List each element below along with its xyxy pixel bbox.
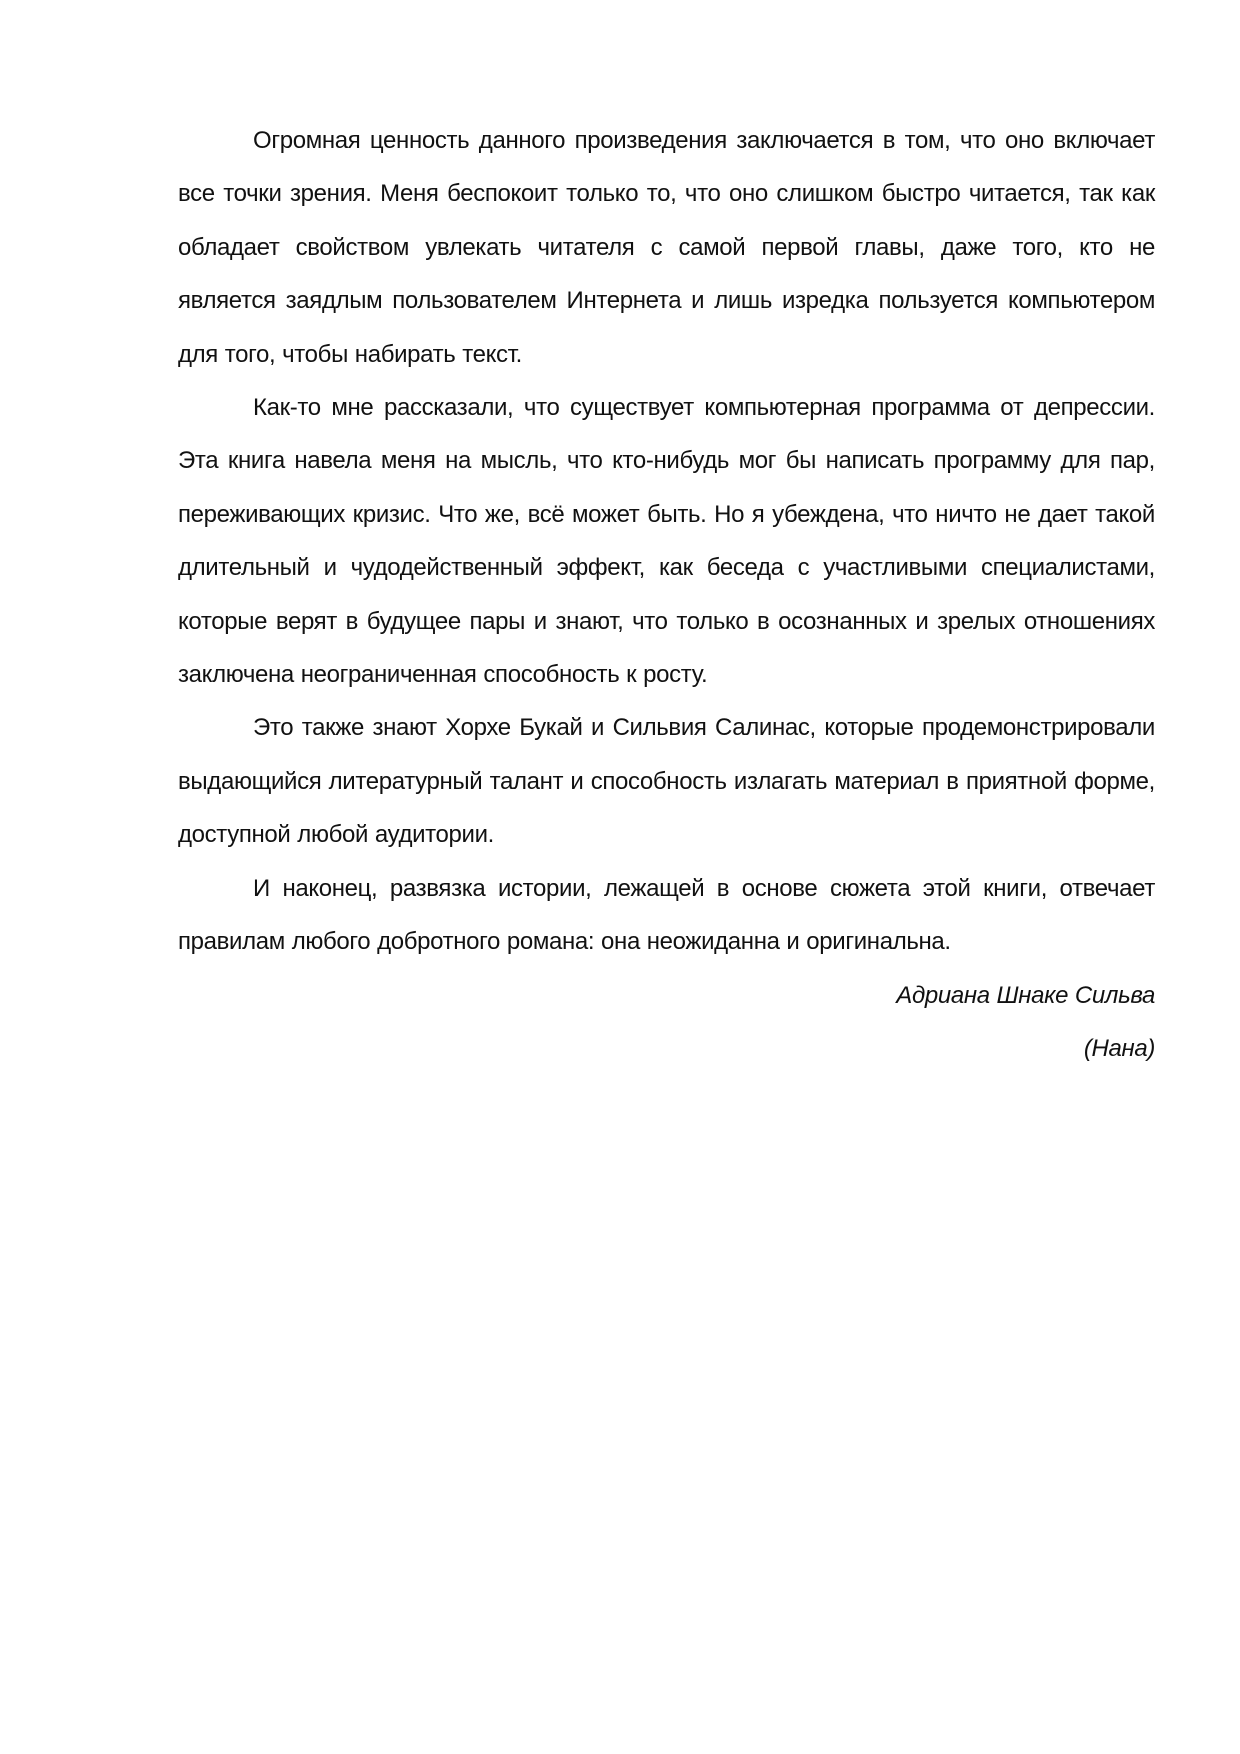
signature-name: Адриана Шнаке Сильва [896, 981, 1155, 1009]
paragraph-4: И наконец, развязка истории, лежащей в основе сюжета этой книги, отвечает правилам любого добротного романа: она неожиданна и оригинальна. [178, 874, 1155, 956]
body-text [178, 114, 1155, 1075]
paragraph-3: Это также знают Хорхе Букай и Сильвия Салинас, которые продемонстрировали выдающийся литературный талант и способность излагать материал в приятной форме, доступной любой аудитории. [178, 714, 1155, 849]
paragraph-2: Как-то мне рассказали, что существует компьютерная программа от депрессии. Эта книга навела меня на мысль, что кто-нибудь мог бы написать программу для пар, переживающих кризис. Что же, всё может быть. Но я убеждена, что ничто не дает такой длительный и чудодейственный эффект, как беседа с участливыми специалистами, которые верят в будущее пары и знают, что только в осознанных и зрелых отношениях заключена неограниченная способность к росту. [178, 394, 1155, 689]
paragraph-1: Огромная ценность данного произведения заключается в том, что оно включает все точки зрения. Меня беспокоит только то, что оно слишком быстро читается, так как обладает свойством увлекать читателя с самой первой главы, даже того, кто не является заядлым пользователем Интернета и лишь изредка пользуется компьютером для того, чтобы набирать текст. [178, 127, 1155, 368]
signature-nickname: (Нана) [1083, 1034, 1155, 1062]
